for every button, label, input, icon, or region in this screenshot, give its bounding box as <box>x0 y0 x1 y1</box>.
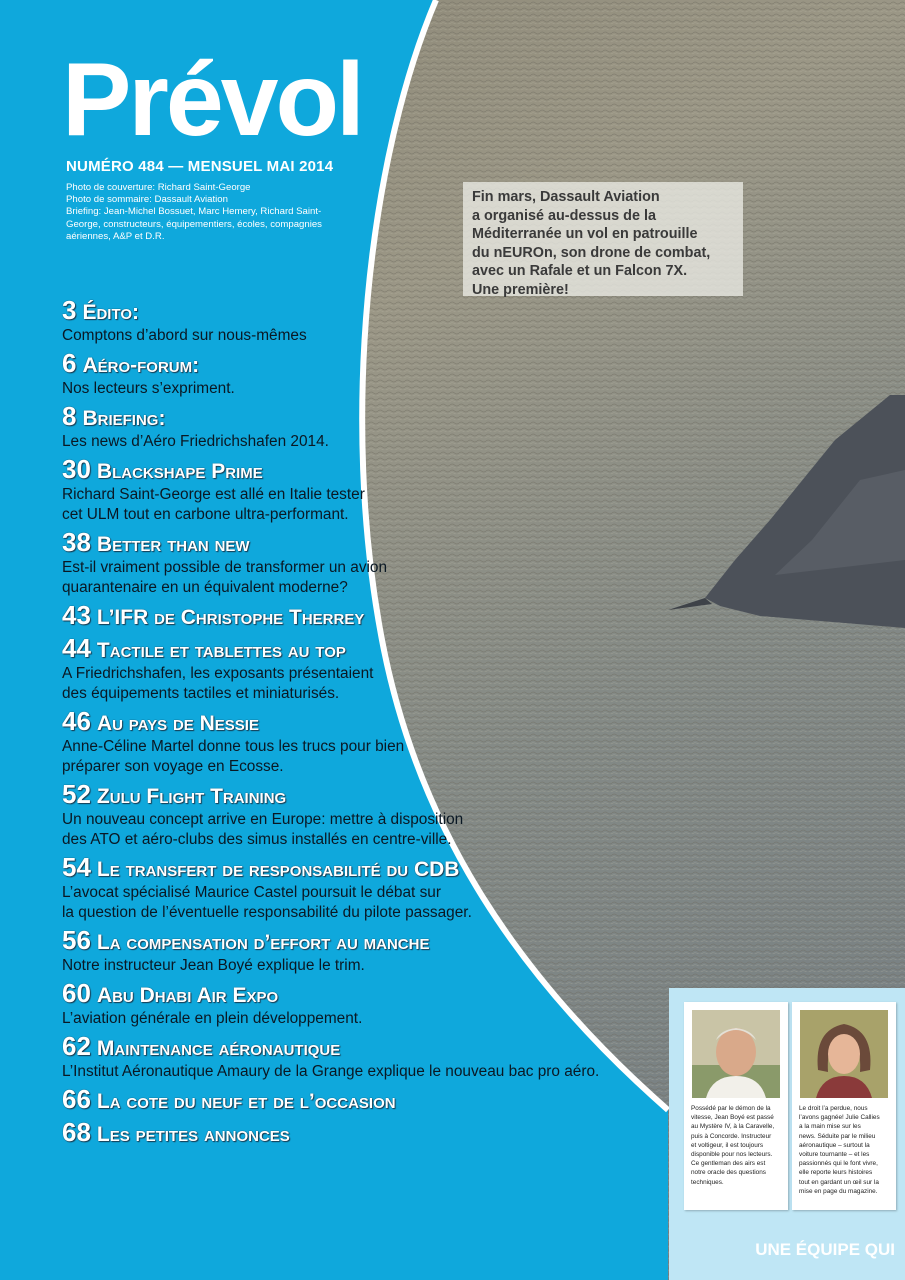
toc-description: Anne-Céline Martel donne tous les trucs pour bien préparer son voyage en Ecosse. <box>62 738 405 775</box>
toc-page-number: 38 <box>62 527 91 557</box>
team-title: UNE ÉQUIPE QUI <box>755 1240 895 1259</box>
toc-page-number: 54 <box>62 852 91 882</box>
toc-entry[interactable] <box>62 635 672 704</box>
toc-page-number: 6 <box>62 348 77 378</box>
toc-title: L’IFR de Christophe Therrey <box>96 606 365 629</box>
toc-title: Zulu Flight Training <box>96 785 287 808</box>
toc-entry[interactable] <box>62 529 672 598</box>
toc-description: L’avocat spécialisé Maurice Castel poursuit le débat sur la question de l’éventuelle responsabilité du pilote passager. <box>62 884 472 921</box>
toc-page-number: 8 <box>62 401 77 431</box>
team-member-bio: Possédé par le démon de la vitesse, Jean Boyé est passé au Mystère IV, à la Caravelle, puis à Concorde. Instructeur et voltigeur, il est toujours disponible pour nos lecteurs. Ce gentleman des airs est notre oracle des questions techniques. <box>691 1105 775 1186</box>
toc-page-number: 30 <box>62 454 91 484</box>
toc-title: Better than new <box>96 533 250 556</box>
team-member-card <box>792 1002 896 1210</box>
portrait-photo-julie-callies <box>800 1010 888 1098</box>
toc-description: Nos lecteurs s’expriment. <box>62 380 235 397</box>
toc-title: La compensation d’effort au manche <box>96 931 430 954</box>
credit-line: Briefing: Jean-Michel Bossuet, Marc Hemery, Richard Saint- George, constructeurs, équipementiers, écoles, compagnies aériennes, A&P et D.R. <box>66 206 322 242</box>
toc-entry[interactable] <box>62 854 672 923</box>
credit-line: Photo de couverture: Richard Saint-George <box>66 182 251 193</box>
toc-page-number: 56 <box>62 925 91 955</box>
toc-entry[interactable] <box>62 456 672 525</box>
toc-title: Au pays de Nessie <box>96 712 259 735</box>
toc-page-number: 66 <box>62 1084 91 1114</box>
toc-entry[interactable] <box>62 927 672 976</box>
magazine-logo: Prévol <box>62 42 362 158</box>
toc-entry[interactable] <box>62 602 672 631</box>
toc-page-number: 60 <box>62 978 91 1008</box>
toc-title: Le transfert de responsabilité du CDB <box>96 858 460 881</box>
toc-description: Est-il vraiment possible de transformer un avion quarantenaire en un équivalent moderne? <box>62 559 388 596</box>
toc-description: L’Institut Aéronautique Amaury de la Grange explique le nouveau bac pro aéro. <box>62 1063 600 1080</box>
table-of-contents <box>62 297 672 1152</box>
toc-title: Les petites annonces <box>96 1123 290 1146</box>
toc-page-number: 43 <box>62 600 91 630</box>
toc-page-number: 3 <box>62 295 77 325</box>
toc-description: Notre instructeur Jean Boyé explique le trim. <box>62 957 365 974</box>
team-panel <box>669 988 905 1280</box>
portrait-photo-jean-boye <box>692 1010 780 1098</box>
toc-title: Briefing: <box>82 407 166 430</box>
team-member-bio: Le droit l’a perdue, nous l’avons gagnée! Julie Callies a la main mise sur les news. Séduite par le milieu aéronautique – surtout la voiture tournante – et les passionnés qui le font vivre, elle reporte leurs histoires tout en gardant un œil sur la mise en page du magazine. <box>799 1105 880 1195</box>
toc-entry[interactable] <box>62 1033 672 1082</box>
issue-line: NUMÉRO 484 — MENSUEL MAI 2014 <box>66 158 334 175</box>
toc-description: Les news d’Aéro Friedrichshafen 2014. <box>62 433 329 450</box>
toc-page-number: 62 <box>62 1031 91 1061</box>
toc-title: Maintenance aéronautique <box>96 1037 341 1060</box>
toc-title: Édito: <box>82 301 140 324</box>
toc-entry[interactable] <box>62 980 672 1029</box>
toc-entry[interactable] <box>62 781 672 850</box>
toc-description: L’aviation générale en plein développement. <box>62 1010 363 1027</box>
toc-description: Richard Saint-George est allé en Italie tester cet ULM tout en carbone ultra-performant. <box>62 486 365 523</box>
photo-caption: Fin mars, Dassault Aviation a organisé au-dessus de la Méditerranée un vol en patrouille du nEUROn, son drone de combat, avec un Rafale et un Falcon 7X. Une première! <box>463 182 743 296</box>
toc-page-number: 46 <box>62 706 91 736</box>
photo-credits <box>66 182 366 243</box>
toc-description: Un nouveau concept arrive en Europe: mettre à disposition des ATO et aéro-clubs des simus installés en centre-ville. <box>62 811 464 848</box>
credit-line: Photo de sommaire: Dassault Aviation <box>66 194 228 206</box>
team-member-card <box>684 1002 788 1210</box>
toc-page-number: 52 <box>62 779 91 809</box>
toc-page-number: 68 <box>62 1117 91 1147</box>
toc-title: La cote du neuf et de l’occasion <box>96 1090 396 1113</box>
toc-entry[interactable] <box>62 403 672 452</box>
toc-page-number: 44 <box>62 633 91 663</box>
toc-description: Comptons d’abord sur nous-mêmes <box>62 327 307 344</box>
toc-entry[interactable] <box>62 350 672 399</box>
toc-entry[interactable] <box>62 1119 672 1148</box>
toc-title: Tactile et tablettes au top <box>96 639 346 662</box>
toc-title: Aéro-forum: <box>82 354 200 377</box>
toc-description: A Friedrichshafen, les exposants présentaient des équipements tactiles et miniaturisés. <box>62 665 374 702</box>
toc-title: Abu Dhabi Air Expo <box>96 984 279 1007</box>
toc-entry[interactable] <box>62 708 672 777</box>
toc-entry[interactable] <box>62 1086 672 1115</box>
toc-title: Blackshape Prime <box>96 460 263 483</box>
toc-entry[interactable] <box>62 297 672 346</box>
